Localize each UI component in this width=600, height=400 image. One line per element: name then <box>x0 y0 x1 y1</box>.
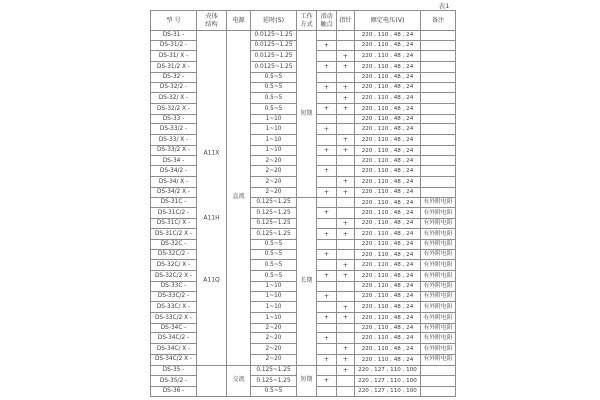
pointer-cell <box>337 198 355 208</box>
delay-cell: 2~20 <box>251 333 297 344</box>
slide-contact-cell <box>317 176 337 187</box>
remark-cell <box>421 82 456 93</box>
remark-cell <box>421 135 456 146</box>
pointer-cell <box>337 124 355 135</box>
model-cell: DS-36 - <box>151 386 197 396</box>
model-cell: DS-32C/2 - <box>151 249 197 260</box>
voltage-cell: 220 , 110 , 48 , 24 <box>355 51 421 62</box>
pointer-cell <box>337 207 355 218</box>
slide-contact-cell <box>317 93 337 104</box>
model-cell: DS-35 - <box>151 365 197 376</box>
delay-cell: 2~20 <box>251 176 297 187</box>
delay-cell: 2~20 <box>251 344 297 355</box>
model-cell: DS-31/2 - <box>151 40 197 51</box>
model-cell: DS-31 - <box>151 31 197 41</box>
model-cell: DS-32C/2 X - <box>151 271 197 282</box>
pointer-cell: + <box>337 229 355 240</box>
remark-cell <box>421 72 456 82</box>
delay-cell: 0.125~1.25 <box>251 218 297 229</box>
remark-cell <box>421 156 456 166</box>
voltage-cell: 220 , 110 , 48 , 24 <box>355 93 421 104</box>
delay-cell: 2~20 <box>251 156 297 166</box>
voltage-cell: 220 , 110 , 48 , 24 <box>355 124 421 135</box>
model-cell: DS-32C - <box>151 240 197 250</box>
voltage-cell: 220 , 110 , 48 , 24 <box>355 312 421 323</box>
delay-cell: 0.125~1.25 <box>251 198 297 208</box>
remark-cell: 有外附电阻 <box>421 207 456 218</box>
voltage-cell: 220 , 110 , 48 , 24 <box>355 281 421 291</box>
delay-cell: 0.0125~1.25 <box>251 40 297 51</box>
pointer-cell: + <box>337 93 355 104</box>
slide-contact-cell <box>317 365 337 376</box>
delay-cell: 1~10 <box>251 281 297 291</box>
remark-cell <box>421 176 456 187</box>
slide-contact-cell: + <box>317 187 337 198</box>
delay-cell: 0.5~5 <box>251 260 297 271</box>
delay-cell: 0.5~5 <box>251 93 297 104</box>
pointer-cell <box>337 386 355 396</box>
slide-contact-cell <box>317 156 337 166</box>
delay-cell: 1~10 <box>251 145 297 156</box>
delay-cell: 0.125~1.25 <box>251 376 297 387</box>
delay-cell: 1~10 <box>251 302 297 313</box>
voltage-cell: 220 , 110 , 48 , 24 <box>355 249 421 260</box>
model-cell: DS-31/2 X - <box>151 62 197 73</box>
delay-cell: 0.125~1.25 <box>251 207 297 218</box>
pointer-cell <box>337 114 355 124</box>
table-caption: 表1 <box>438 2 450 10</box>
pointer-cell <box>337 249 355 260</box>
spec-table <box>150 10 456 397</box>
delay-cell: 0.125~1.25 <box>251 229 297 240</box>
pointer-cell: + <box>337 302 355 313</box>
remark-cell <box>421 166 456 177</box>
remark-cell: 有外附电阻 <box>421 333 456 344</box>
model-cell: DS-33C/2 X - <box>151 312 197 323</box>
delay-cell: 0.5~5 <box>251 386 297 396</box>
remark-cell <box>421 124 456 135</box>
remark-cell: 有外附电阻 <box>421 271 456 282</box>
remark-cell: 有外附电阻 <box>421 344 456 355</box>
remark-cell <box>421 51 456 62</box>
voltage-cell: 220 , 110 , 48 , 24 <box>355 302 421 313</box>
model-cell: DS-31/ X - <box>151 51 197 62</box>
slide-contact-cell <box>317 260 337 271</box>
pointer-cell: + <box>337 312 355 323</box>
delay-cell: 1~10 <box>251 124 297 135</box>
voltage-cell: 220 , 110 , 48 , 24 <box>355 187 421 198</box>
column-header-remark: 备注 <box>421 11 456 31</box>
model-cell: DS-32C/ X - <box>151 260 197 271</box>
slide-contact-cell: + <box>317 207 337 218</box>
delay-cell: 2~20 <box>251 166 297 177</box>
column-header-delay: 延时(S) <box>251 11 297 31</box>
model-cell: DS-34 - <box>151 156 197 166</box>
work-mode-cell: 短期 <box>297 31 317 198</box>
column-header-work-mode: 工作 方式 <box>297 11 317 31</box>
delay-cell: 0.0125~1.25 <box>251 51 297 62</box>
remark-cell: 有外附电阻 <box>421 218 456 229</box>
slide-contact-cell <box>317 240 337 250</box>
model-cell: DS-33/2 X - <box>151 145 197 156</box>
slide-contact-cell: + <box>317 62 337 73</box>
pointer-cell <box>337 31 355 41</box>
pointer-cell <box>337 156 355 166</box>
voltage-cell: 220 , 110 , 48 , 24 <box>355 260 421 271</box>
delay-cell: 0.125~1.25 <box>251 365 297 376</box>
work-mode-cell: 短期 <box>297 365 317 397</box>
pointer-cell <box>337 240 355 250</box>
slide-contact-cell <box>317 344 337 355</box>
remark-cell: 有外附电阻 <box>421 240 456 250</box>
voltage-cell: 220 , 110 , 48 , 24 <box>355 176 421 187</box>
model-cell: DS-34C - <box>151 323 197 333</box>
model-cell: DS-32/2 - <box>151 82 197 93</box>
voltage-cell: 220 , 110 , 48 , 24 <box>355 271 421 282</box>
remark-cell <box>421 40 456 51</box>
voltage-cell: 220 , 127 , 110 , 100 <box>355 365 421 376</box>
pointer-cell: + <box>337 145 355 156</box>
delay-cell: 0.5~5 <box>251 103 297 114</box>
pointer-cell <box>337 166 355 177</box>
model-cell: DS-34/ X - <box>151 176 197 187</box>
column-header-power: 电源 <box>227 11 251 31</box>
delay-cell: 2~20 <box>251 323 297 333</box>
model-cell: DS-32/2 X - <box>151 103 197 114</box>
remark-cell: 有外附电阻 <box>421 312 456 323</box>
voltage-cell: 220 , 110 , 48 , 24 <box>355 333 421 344</box>
delay-cell: 1~10 <box>251 135 297 146</box>
remark-cell <box>421 386 456 396</box>
remark-cell <box>421 365 456 376</box>
remark-cell <box>421 114 456 124</box>
pointer-cell: + <box>337 135 355 146</box>
model-cell: DS-34C/2 X - <box>151 354 197 365</box>
model-cell: DS-33/ X - <box>151 135 197 146</box>
voltage-cell: 220 , 110 , 48 , 24 <box>355 166 421 177</box>
voltage-cell: 220 , 110 , 48 , 24 <box>355 82 421 93</box>
model-cell: DS-31C - <box>151 198 197 208</box>
remark-cell: 有外附电阻 <box>421 354 456 365</box>
slide-contact-cell: + <box>317 312 337 323</box>
slide-contact-cell <box>317 386 337 396</box>
voltage-cell: 220 , 110 , 48 , 24 <box>355 103 421 114</box>
remark-cell: 有外附电阻 <box>421 229 456 240</box>
remark-cell <box>421 62 456 73</box>
shell-structure-cell <box>197 31 227 366</box>
pointer-cell <box>337 72 355 82</box>
remark-cell <box>421 145 456 156</box>
column-header-slide-contact: 滑动 触点 <box>317 11 337 31</box>
remark-cell: 有外附电阻 <box>421 323 456 333</box>
slide-contact-cell: + <box>317 229 337 240</box>
delay-cell: 0.5~5 <box>251 72 297 82</box>
delay-cell: 0.5~5 <box>251 240 297 250</box>
pointer-cell: + <box>337 176 355 187</box>
model-cell: DS-33 - <box>151 114 197 124</box>
pointer-cell <box>337 291 355 302</box>
pointer-cell <box>337 281 355 291</box>
voltage-cell: 220 , 110 , 48 , 24 <box>355 354 421 365</box>
slide-contact-cell: + <box>317 124 337 135</box>
remark-cell: 有外附电阻 <box>421 260 456 271</box>
slide-contact-cell: + <box>317 249 337 260</box>
table-header <box>151 11 456 31</box>
pointer-cell: + <box>337 62 355 73</box>
table-row <box>151 365 456 376</box>
pointer-cell: + <box>337 260 355 271</box>
pointer-cell: + <box>337 218 355 229</box>
header-row <box>151 11 456 31</box>
voltage-cell: 220 , 110 , 48 , 24 <box>355 72 421 82</box>
slide-contact-cell <box>317 114 337 124</box>
column-header-shell-structure: 壳体 结构 <box>197 11 227 31</box>
delay-cell: 1~10 <box>251 114 297 124</box>
slide-contact-cell: + <box>317 291 337 302</box>
slide-contact-cell <box>317 51 337 62</box>
delay-cell: 0.5~5 <box>251 82 297 93</box>
delay-cell: 0.5~5 <box>251 271 297 282</box>
pointer-cell <box>337 376 355 387</box>
slide-contact-cell: + <box>317 333 337 344</box>
remark-cell <box>421 103 456 114</box>
work-mode-cell: 长期 <box>297 198 317 365</box>
model-cell: DS-31C/2 - <box>151 207 197 218</box>
pointer-cell: + <box>337 271 355 282</box>
shell-structure-label: A11H <box>203 215 220 223</box>
slide-contact-cell: + <box>317 354 337 365</box>
slide-contact-cell: + <box>317 166 337 177</box>
remark-cell: 有外附电阻 <box>421 291 456 302</box>
slide-contact-cell: + <box>317 103 337 114</box>
pointer-cell: + <box>337 51 355 62</box>
model-cell: DS-31C/ X - <box>151 218 197 229</box>
pointer-cell <box>337 323 355 333</box>
remark-cell: 有外附电阻 <box>421 281 456 291</box>
delay-cell: 2~20 <box>251 354 297 365</box>
voltage-cell: 220 , 110 , 48 , 24 <box>355 198 421 208</box>
slide-contact-cell: + <box>317 376 337 387</box>
pointer-cell <box>337 40 355 51</box>
model-cell: DS-33C - <box>151 281 197 291</box>
model-cell: DS-32/ X - <box>151 93 197 104</box>
pointer-cell: + <box>337 82 355 93</box>
shell-structure-cell <box>197 365 227 397</box>
slide-contact-cell: + <box>317 82 337 93</box>
model-cell: DS-33/2 - <box>151 124 197 135</box>
voltage-cell: 220 , 110 , 48 , 24 <box>355 156 421 166</box>
slide-contact-cell: + <box>317 271 337 282</box>
voltage-cell: 220 , 110 , 48 , 24 <box>355 114 421 124</box>
shell-structure-label: A11Q <box>203 276 220 284</box>
delay-cell: 2~20 <box>251 187 297 198</box>
pointer-cell: + <box>337 103 355 114</box>
delay-cell: 0.0125~1.25 <box>251 31 297 41</box>
remark-cell: 有外附电阻 <box>421 302 456 313</box>
model-cell: DS-33C/2 - <box>151 291 197 302</box>
model-cell: DS-31C/2 X - <box>151 229 197 240</box>
table-row <box>151 31 456 41</box>
pointer-cell: + <box>337 354 355 365</box>
shell-structure-label: A11X <box>203 150 220 158</box>
voltage-cell: 220 , 127 , 110 , 100 <box>355 376 421 387</box>
slide-contact-cell <box>317 198 337 208</box>
voltage-cell: 220 , 110 , 48 , 24 <box>355 62 421 73</box>
remark-cell <box>421 93 456 104</box>
delay-cell: 0.0125~1.25 <box>251 62 297 73</box>
voltage-cell: 220 , 110 , 48 , 24 <box>355 31 421 41</box>
delay-cell: 1~10 <box>251 291 297 302</box>
voltage-cell: 220 , 110 , 48 , 24 <box>355 145 421 156</box>
slide-contact-cell <box>317 218 337 229</box>
voltage-cell: 220 , 110 , 48 , 24 <box>355 229 421 240</box>
model-cell: DS-34C/2 - <box>151 333 197 344</box>
voltage-cell: 220 , 110 , 48 , 24 <box>355 135 421 146</box>
voltage-cell: 220 , 127 , 110 , 100 <box>355 386 421 396</box>
slide-contact-cell <box>317 281 337 291</box>
voltage-cell: 220 , 110 , 48 , 24 <box>355 323 421 333</box>
pointer-cell: + <box>337 365 355 376</box>
slide-contact-cell <box>317 302 337 313</box>
model-cell: DS-32 - <box>151 72 197 82</box>
voltage-cell: 220 , 110 , 48 , 24 <box>355 291 421 302</box>
voltage-cell: 220 , 110 , 48 , 24 <box>355 218 421 229</box>
model-cell: DS-34C/ X - <box>151 344 197 355</box>
delay-cell: 0.5~5 <box>251 249 297 260</box>
slide-contact-cell: + <box>317 145 337 156</box>
pointer-cell: + <box>337 187 355 198</box>
voltage-cell: 220 , 110 , 48 , 24 <box>355 40 421 51</box>
table-body <box>151 31 456 397</box>
remark-cell <box>421 31 456 41</box>
power-cell: 交流 <box>227 365 251 397</box>
pointer-cell <box>337 333 355 344</box>
remark-cell <box>421 376 456 387</box>
model-cell: DS-35/2 - <box>151 376 197 387</box>
slide-contact-cell <box>317 31 337 41</box>
voltage-cell: 220 , 110 , 48 , 24 <box>355 240 421 250</box>
remark-cell: 有外附电阻 <box>421 198 456 208</box>
column-header-rated-voltage: 额定电压(V) <box>355 11 421 31</box>
model-cell: DS-34/2 - <box>151 166 197 177</box>
slide-contact-cell: + <box>317 40 337 51</box>
pointer-cell: + <box>337 344 355 355</box>
remark-cell <box>421 187 456 198</box>
power-cell: 直流 <box>227 31 251 366</box>
delay-cell: 1~10 <box>251 312 297 323</box>
slide-contact-cell <box>317 135 337 146</box>
slide-contact-cell <box>317 72 337 82</box>
model-cell: DS-33C/ X - <box>151 302 197 313</box>
voltage-cell: 220 , 110 , 48 , 24 <box>355 207 421 218</box>
slide-contact-cell <box>317 323 337 333</box>
voltage-cell: 220 , 110 , 48 , 24 <box>355 344 421 355</box>
remark-cell: 有外附电阻 <box>421 249 456 260</box>
model-cell: DS-34/2 X - <box>151 187 197 198</box>
column-header-pointer: 指针 <box>337 11 355 31</box>
column-header-model: 型 号 <box>151 11 197 31</box>
